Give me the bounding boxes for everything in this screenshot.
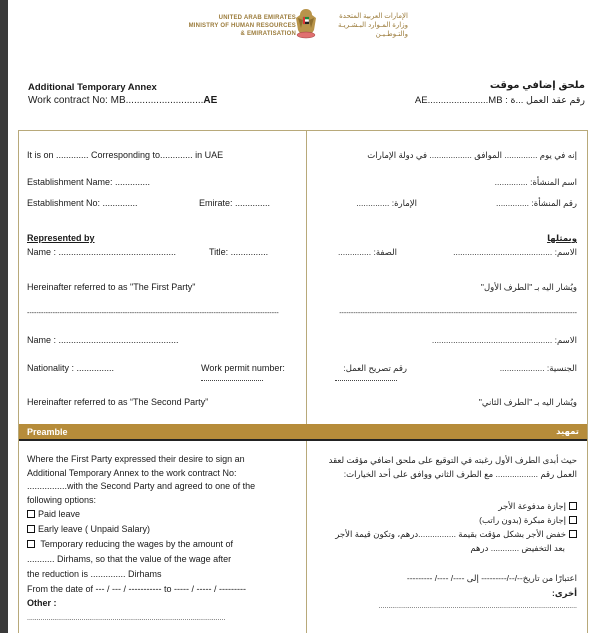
preamble-header: [19, 424, 587, 441]
option-label: Early leave ( Unpaid Salary): [38, 524, 151, 534]
rep-title-ar[interactable]: الصفة: ..............: [338, 247, 397, 257]
nationality-ar[interactable]: الجنسية: ...................: [499, 363, 577, 373]
logo-en-line: UNITED ARAB EMIRATES: [218, 15, 296, 21]
contract-number-en-suffix: AE: [203, 95, 218, 106]
logo-ar-line: وزارة المـوارد البـشـريـة: [337, 22, 408, 29]
establishment-name-en[interactable]: Establishment Name: ..............: [27, 177, 151, 187]
checkbox-icon[interactable]: [27, 510, 35, 518]
option-paid-leave-ar[interactable]: [317, 499, 577, 513]
parties-arabic-column: [307, 131, 587, 424]
checkbox-icon[interactable]: [27, 540, 35, 548]
first-party-ref-en: Hereinafter referred to as "The First Party": [27, 282, 196, 292]
logo-arabic-text: [318, 12, 408, 39]
second-party-ref-ar: ويُشار اليه بـ "الطرف الثاني": [478, 397, 577, 407]
option-reduce-wage-en[interactable]: [27, 537, 298, 552]
parties-section: [19, 131, 587, 424]
other-label-ar: أخرى:: [552, 588, 577, 598]
preamble-line: following options:: [27, 494, 97, 505]
reduce-amount-en[interactable]: ........... Dirhams, so that the value of the wage after: [27, 554, 232, 564]
checkbox-icon[interactable]: [569, 502, 577, 510]
second-party-ref-en: Hereinafter referred to as “The Second Party”: [27, 397, 209, 407]
preamble-line: Additional Temporary Annex to the work contract No:: [27, 467, 237, 478]
viewer-left-edge: [0, 0, 8, 633]
represented-by-en: Represented by: [27, 233, 95, 243]
option-label: إجازة مدفوعة الأجر: [498, 501, 566, 511]
preamble-english-column: [19, 441, 307, 633]
employee-name-ar[interactable]: الاسم: ...................................................: [431, 335, 577, 345]
work-permit-ar-field[interactable]: [335, 380, 397, 381]
date-range-en[interactable]: From the date of --- / --- / ----------- to ----- / ----- / ---------: [27, 584, 246, 594]
separator-ar: ------------------------------------------------------------------------------------------------------: [339, 310, 577, 317]
ministry-logo: [168, 8, 468, 48]
uae-emblem-icon: [294, 8, 318, 40]
other-field-ar[interactable]: ......................................................................................................: [378, 603, 577, 610]
represented-by-ar: ويمثلها: [547, 233, 577, 243]
first-party-ref-ar: ويُشار اليه بـ "الطرف الأول": [480, 282, 577, 292]
preamble-intro-en: [27, 453, 298, 507]
logo-en-line: & EMIRATISATION: [240, 31, 296, 37]
date-line-en[interactable]: It is on ............. Corresponding to............. in UAE: [27, 150, 224, 160]
establishment-name-ar[interactable]: اسم المنشأة: ..............: [494, 177, 577, 187]
logo-english-text: [189, 14, 296, 38]
option-label: Paid leave: [38, 509, 81, 519]
work-permit-en-field[interactable]: [201, 380, 263, 381]
parties-english-column: [19, 131, 307, 424]
option-reduce-wage-ar[interactable]: [317, 527, 577, 541]
contract-number-en: [28, 95, 217, 106]
reduced-wage-ar[interactable]: بعد التخفيض ............ درهم: [470, 543, 565, 553]
logo-ar-line: الإمارات العربية المتحدة: [339, 13, 408, 20]
date-line-ar[interactable]: إنه في يوم .............. الموافق .................. في دولة الإمارات: [367, 150, 577, 160]
preamble-line[interactable]: العمل رقم .................. مع الطرف الثاني ووافق على أحد الخيارات:: [343, 469, 577, 479]
option-early-leave-ar[interactable]: [317, 513, 577, 527]
other-label-en: Other :: [27, 598, 57, 608]
preamble-intro-ar: [317, 453, 577, 481]
work-permit-ar: رقم تصريح العمل:: [343, 363, 407, 373]
option-label: إجازة مبكرة (بدون راتب): [479, 515, 566, 525]
preamble-arabic-column: [307, 441, 587, 633]
checkbox-icon[interactable]: [569, 530, 577, 538]
option-paid-leave-en[interactable]: [27, 507, 298, 522]
separator-en: ------------------------------------------------------------------------------------------------------------: [27, 310, 279, 317]
rep-title-en[interactable]: Title: ...............: [209, 247, 269, 257]
annex-title-en: Additional Temporary Annex: [28, 82, 157, 93]
checkbox-icon[interactable]: [569, 516, 577, 524]
contract-number-ar: رقم عقد العمل ...ة : AE.......................MB: [414, 95, 585, 106]
logo-en-line: MINISTRY OF HUMAN RESOURCES: [188, 23, 296, 29]
establishment-no-ar[interactable]: رقم المنشأة: ..............: [495, 198, 577, 208]
option-label: خفض الأجر بشكل مؤقت بقيمة ................درهم، وتكون قيمة الأجر: [335, 529, 566, 539]
reduced-wage-en[interactable]: the reduction is .............. Dirhams: [27, 569, 162, 579]
date-range-ar[interactable]: اعتبارًا من تاريخ--/--/--------- إلى ----/ ----/ ---------: [406, 573, 577, 583]
preamble-section: [19, 441, 587, 633]
checkbox-icon[interactable]: [27, 525, 35, 533]
establishment-no-en[interactable]: Establishment No: ..............: [27, 198, 138, 208]
preamble-line: حيث أبدى الطرف الأول رغبته في التوقيع على ملحق اضافي مؤقت لعقد: [328, 455, 577, 465]
employee-name-en[interactable]: Name : ................................................: [27, 335, 179, 345]
preamble-line[interactable]: ................with the Second Party and agreed to one of the: [27, 481, 256, 491]
preamble-line: Where the First Party expressed their desire to sign an: [27, 454, 245, 464]
annex-form: [18, 130, 588, 633]
rep-name-en[interactable]: Name : ...............................................: [27, 247, 177, 257]
other-field-en[interactable]: ......................................................................................................: [27, 615, 226, 622]
emirate-ar[interactable]: الإمارة: ..............: [356, 198, 417, 208]
preamble-title-en: Preamble: [27, 426, 68, 437]
rep-name-ar[interactable]: الاسم: ..........................................: [453, 247, 577, 257]
nationality-en[interactable]: Nationality : ...............: [27, 363, 115, 373]
work-permit-en: Work permit number:: [201, 363, 285, 373]
option-label: Temporary reducing the wages by the amount of: [38, 539, 233, 549]
preamble-title-ar: تمهيد: [556, 426, 579, 436]
contract-number-en-field: Work contract No: MB............................: [28, 95, 204, 106]
option-early-leave-en[interactable]: [27, 522, 298, 537]
annex-title-ar: ملحق إضافي موقت: [489, 80, 585, 91]
logo-ar-line: والتـوطـيـن: [375, 31, 408, 38]
emirate-en[interactable]: Emirate: ..............: [199, 198, 271, 208]
document-page: [8, 0, 605, 633]
